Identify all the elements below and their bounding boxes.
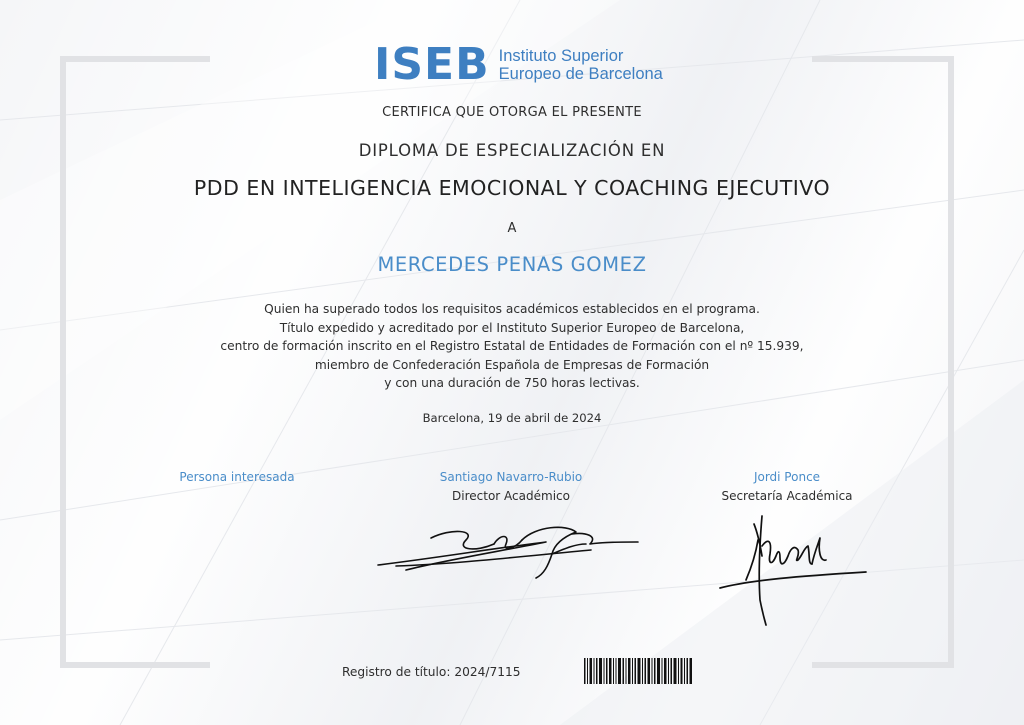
signatory-name: Santiago Navarro-Rubio (439, 470, 583, 484)
signatory-name: Persona interesada (179, 470, 295, 484)
logo-line-1: Instituto Superior (498, 47, 624, 65)
diploma-heading: DIPLOMA DE ESPECIALIZACIÓN EN (358, 141, 666, 160)
recipient-name: MERCEDES PENAS GOMEZ (377, 253, 647, 276)
logo-mark: ISEB (374, 39, 490, 90)
frame-bracket-right-top (812, 56, 954, 62)
signatory-interested-person (152, 469, 322, 485)
signature-santiago (376, 520, 646, 585)
body-line: Título expedido y acreditado por el Instituto Superior Europeo de Barcelona, (279, 320, 745, 335)
certifica-heading: CERTIFICA QUE OTORGA EL PRESENTE (382, 105, 642, 120)
diploma-body-text (0, 300, 1024, 393)
signature-jordi (710, 510, 870, 630)
signatory-academic-director (406, 469, 616, 505)
body-line: y con una duración de 750 horas lectivas. (384, 376, 640, 391)
iseb-logo (374, 39, 663, 90)
signatory-name: Jordi Ponce (753, 470, 821, 484)
frame-bracket-left-bottom (60, 662, 210, 668)
signatory-academic-secretary (702, 469, 872, 505)
program-title: PDD EN INTELIGENCIA EMOCIONAL Y COACHING EJECUTIVO (193, 176, 831, 200)
signatory-role: Secretaría Académica (721, 489, 853, 503)
body-line: centro de formación inscrito en el Registro Estatal de Entidades de Formación con el nº 15.939, (220, 339, 804, 354)
place-and-date: Barcelona, 19 de abril de 2024 (422, 411, 602, 425)
frame-bracket-right-bottom (812, 662, 954, 668)
a-connector: A (507, 221, 517, 236)
title-registration-number: Registro de título: 2024/7115 (342, 665, 521, 679)
barcode-icon (584, 658, 692, 684)
frame-bracket-left-top (60, 56, 210, 62)
signatory-role: Director Académico (452, 489, 570, 503)
logo-subtitle (499, 47, 663, 83)
body-line: miembro de Confederación Española de Empresas de Formación (314, 357, 710, 372)
logo-line-2: Europeo de Barcelona (498, 65, 663, 83)
body-line: Quien ha superado todos los requisitos académicos establecidos en el programa. (264, 302, 760, 316)
